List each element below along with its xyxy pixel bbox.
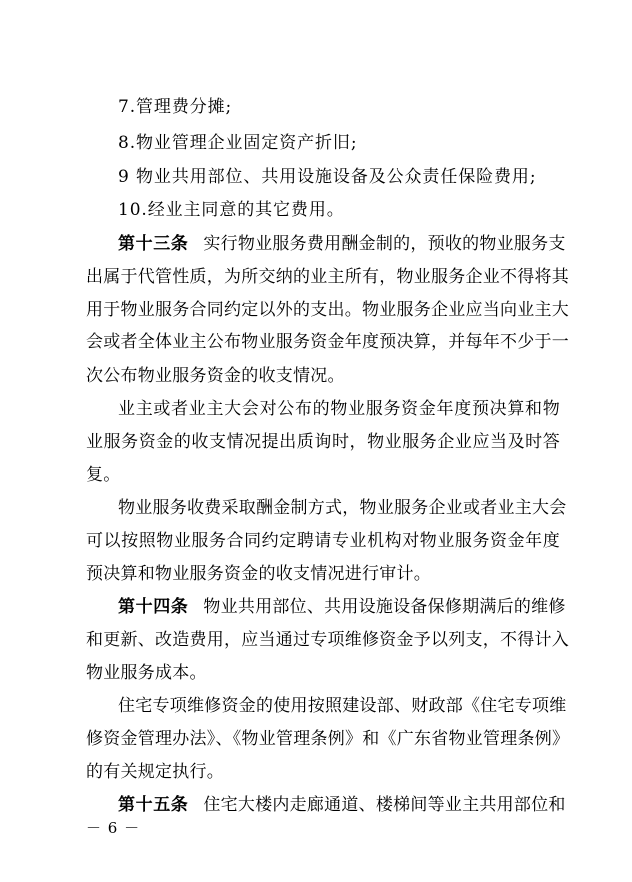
paragraph-2-line-3: 复。 [86, 465, 121, 485]
article-13-line-5: 次公布物业服务资金的收支情况。 [86, 366, 345, 386]
paragraph-5-line-3: 的有关规定执行。 [86, 762, 224, 782]
article-14-first-line [118, 596, 566, 618]
list-item-9: 9 物业共用部位、共用设施设备及公众责任保险费用; [118, 167, 537, 187]
list-item-7: 7.管理费分摊; [118, 97, 233, 117]
list-item-10: 10.经业主同意的其它费用。 [118, 200, 345, 220]
article-14-line-3: 物业服务成本。 [86, 663, 207, 683]
paragraph-3-line-3: 预决算和物业服务资金的收支情况进行审计。 [86, 564, 431, 584]
paragraph-3-line-1: 物业服务收费采取酬金制方式，物业服务企业或者业主大会 [118, 498, 567, 518]
article-14-label: 第十四条 [118, 597, 189, 617]
article-13-line-3: 用于物业服务合同约定以外的支出。物业服务企业应当向业主大 [86, 300, 569, 320]
article-15-label: 第十五条 [118, 795, 189, 815]
article-15-text: 住宅大楼内走廊通道、楼梯间等业主共用部位和 [203, 795, 566, 815]
article-15-first-line [118, 794, 566, 816]
article-13-first-line [118, 233, 566, 255]
article-14-text: 物业共用部位、共用设施设备保修期满后的维修 [203, 597, 566, 617]
paragraph-2-line-1: 业主或者业主大会对公布的物业服务资金年度预决算和物 [118, 399, 560, 419]
paragraph-5-line-1: 住宅专项维修资金的使用按照建设部、财政部《住宅专项维 [118, 696, 567, 716]
paragraph-5-line-2: 修资金管理办法》、《物业管理条例》和《广东省物业管理条例》 [86, 729, 570, 749]
paragraph-2-line-2: 业服务资金的收支情况提出质询时，物业服务企业应当及时答 [86, 432, 560, 452]
paragraph-3-line-2: 可以按照物业服务合同约定聘请专业机构对物业服务资金年度 [86, 531, 560, 551]
list-item-8: 8.物业管理企业固定资产折旧; [118, 133, 358, 153]
article-13-text: 实行物业服务费用酬金制的，预收的物业服务支 [203, 234, 566, 254]
article-13-line-4: 会或者全体业主公布物业服务资金年度预决算，并每年不少于一 [86, 332, 569, 352]
article-13-label: 第十三条 [118, 234, 189, 254]
article-14-line-2: 和更新、改造费用，应当通过专项维修资金予以列支，不得计入 [86, 630, 569, 650]
article-13-line-2: 出属于代管性质，为所交纳的业主所有，物业服务企业不得将其 [86, 267, 569, 287]
page-number: － 6 － [86, 819, 141, 837]
